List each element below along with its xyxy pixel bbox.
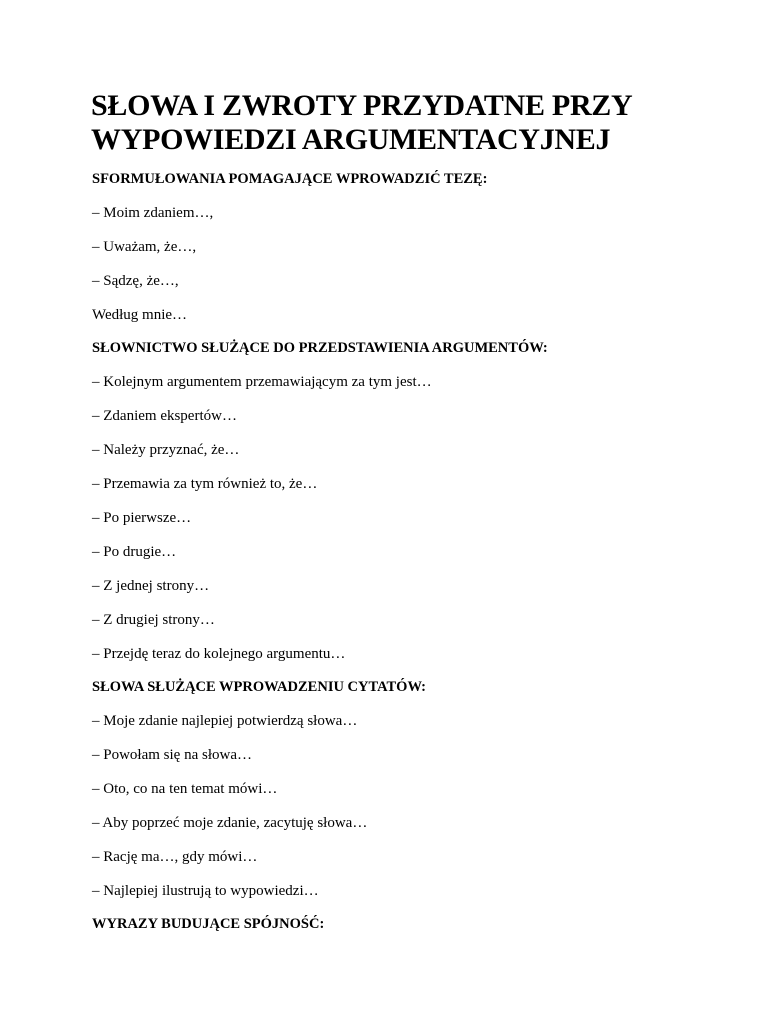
section-heading-arguments: SŁOWNICTWO SŁUŻĄCE DO PRZEDSTAWIENIA ARGUMENTÓW: xyxy=(92,340,548,356)
title-line: WYPOWIEDZI ARGUMENTACYJNEJ xyxy=(91,123,611,156)
list-item: – Z jednej strony… xyxy=(92,578,210,594)
list-item: Według mnie… xyxy=(92,307,188,323)
list-item: – Powołam się na słowa… xyxy=(92,747,252,763)
list-item: – Kolejnym argumentem przemawiającym za tym jest… xyxy=(92,374,432,390)
list-item: – Po pierwsze… xyxy=(92,510,192,526)
list-item: – Uważam, że…, xyxy=(92,239,197,255)
list-item: – Zdaniem ekspertów… xyxy=(92,408,237,424)
title-line: SŁOWA I ZWROTY PRZYDATNE PRZY xyxy=(91,89,633,122)
section-heading-quotes: SŁOWA SŁUŻĄCE WPROWADZENIU CYTATÓW: xyxy=(92,679,426,695)
list-item: – Z drugiej strony… xyxy=(92,612,215,628)
section-heading-thesis: SFORMUŁOWANIA POMAGAJĄCE WPROWADZIĆ TEZĘ: xyxy=(92,171,488,187)
list-item: – Sądzę, że…, xyxy=(92,273,179,289)
list-item: – Oto, co na ten temat mówi… xyxy=(92,781,278,797)
page-title xyxy=(91,89,751,157)
section-heading-cohesion: WYRAZY BUDUJĄCE SPÓJNOŚĆ: xyxy=(92,916,325,932)
list-item: – Przejdę teraz do kolejnego argumentu… xyxy=(92,646,346,662)
list-item: – Moim zdaniem…, xyxy=(92,205,214,221)
list-item: – Moje zdanie najlepiej potwierdzą słowa… xyxy=(92,713,358,729)
list-item: – Po drugie… xyxy=(92,544,177,560)
list-item: – Aby poprzeć moje zdanie, zacytuję słowa… xyxy=(92,815,368,831)
list-item: – Przemawia za tym również to, że… xyxy=(92,476,318,492)
list-item: – Najlepiej ilustrują to wypowiedzi… xyxy=(92,883,319,899)
list-item: – Należy przyznać, że… xyxy=(92,442,240,458)
list-item: – Rację ma…, gdy mówi… xyxy=(92,849,258,865)
